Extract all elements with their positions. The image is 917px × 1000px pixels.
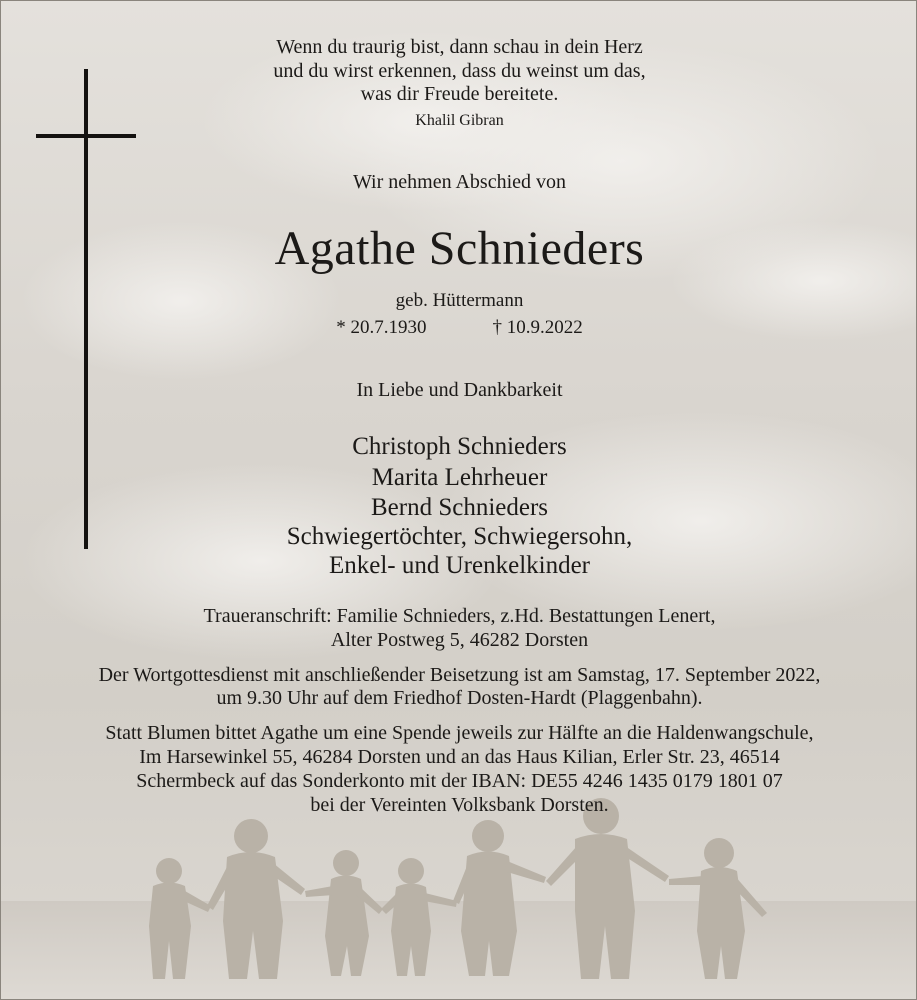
sea-band <box>1 901 917 1000</box>
mourner-name: Schwiegertöchter, Schwiegersohn, <box>286 523 633 550</box>
dedication: In Liebe und Dankbarkeit <box>356 379 563 401</box>
address-line: Alter Postweg 5, 46282 Dorsten <box>330 629 589 651</box>
mourner-name: Marita Lehrheuer <box>371 464 548 491</box>
quote-line: was dir Freude bereitete. <box>360 83 559 105</box>
donation-line: Statt Blumen bittet Agathe um eine Spende jeweils zur Hälfte an die Haldenwangschule, <box>105 722 814 744</box>
mourner-name: Bernd Schnieders <box>370 494 549 521</box>
deceased-name: Agathe Schnieders <box>274 222 645 275</box>
donation-line: bei der Vereinten Volksbank Dorsten. <box>310 794 609 816</box>
donation-line: Schermbeck auf das Sonderkonto mit der IBAN: DE55 4246 1435 0179 1801 07 <box>136 770 783 792</box>
quote-line: und du wirst erkennen, dass du weinst um das, <box>273 60 646 82</box>
service-line: Der Wortgottesdienst mit anschließender Beisetzung ist am Samstag, 17. September 2022, <box>98 664 821 686</box>
donation-line: Im Harsewinkel 55, 46284 Dorsten und an das Haus Kilian, Erler Str. 23, 46514 <box>139 746 780 768</box>
birth-date: * 20.7.1930 <box>336 317 427 338</box>
birth-name: geb. Hüttermann <box>395 290 524 311</box>
intro-text: Wir nehmen Abschied von <box>352 171 567 193</box>
life-dates <box>1 317 917 339</box>
quote-line: Wenn du traurig bist, dann schau in dein Herz <box>276 36 643 58</box>
death-date: † 10.9.2022 <box>492 317 583 338</box>
mourner-name: Christoph Schnieders <box>352 433 567 460</box>
quote-author: Khalil Gibran <box>415 112 504 129</box>
address-line: Traueranschrift: Familie Schnieders, z.Hd. Bestattungen Lenert, <box>203 605 716 627</box>
service-line: um 9.30 Uhr auf dem Friedhof Dosten-Hardt (Plaggenbahn). <box>216 687 703 709</box>
mourner-name: Enkel- und Urenkelkinder <box>328 552 591 579</box>
